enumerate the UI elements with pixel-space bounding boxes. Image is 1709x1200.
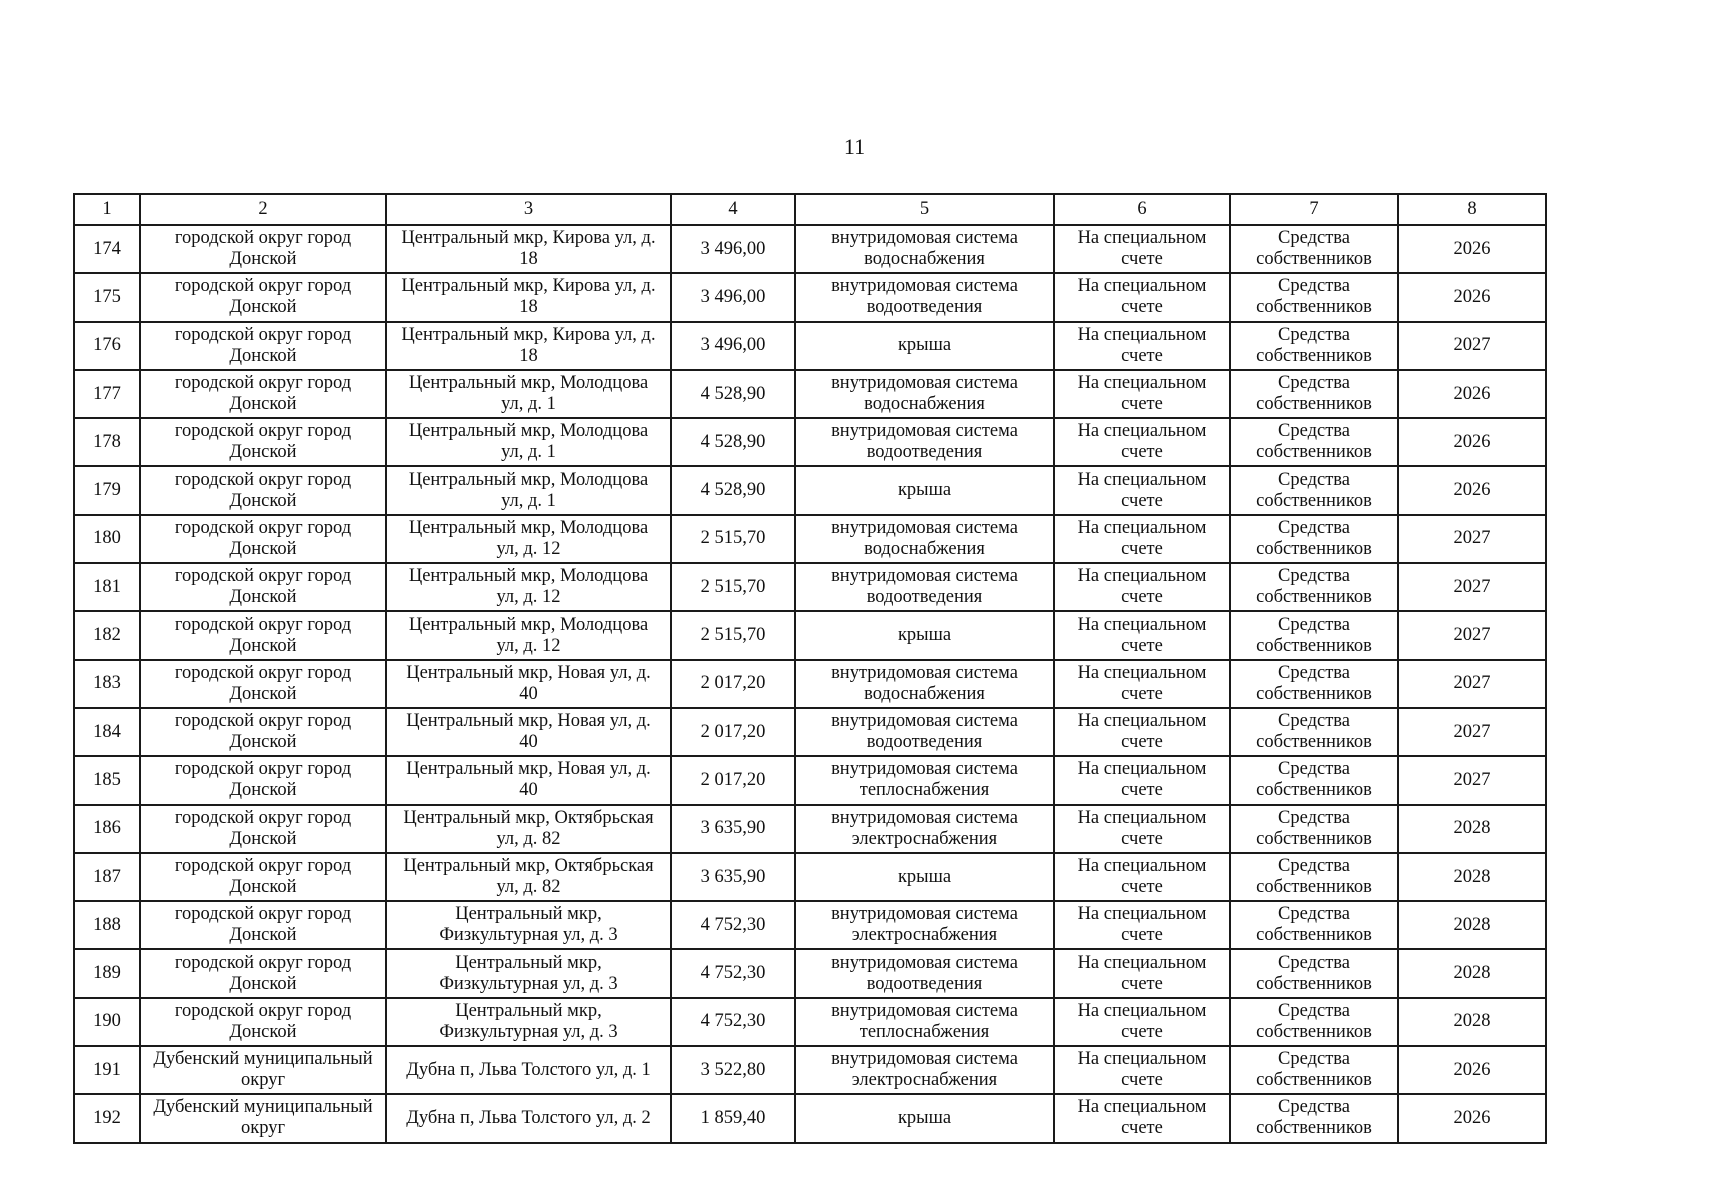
building-system-cell: внутридомовая система водоснабжения (795, 515, 1054, 563)
fund-account-cell: На специальном счете (1054, 1094, 1230, 1142)
planned-year-cell: 2028 (1398, 853, 1546, 901)
municipality-cell: городской округ город Донской (140, 563, 386, 611)
fund-account-cell: На специальном счете (1054, 515, 1230, 563)
row-number-cell: 177 (74, 370, 140, 418)
address-cell: Центральный мкр, Физкультурная ул, д. 3 (386, 998, 671, 1046)
building-system-cell: внутридомовая система теплоснабжения (795, 998, 1054, 1046)
municipality-cell: городской округ город Донской (140, 418, 386, 466)
table-row (74, 998, 1546, 1046)
planned-year-cell: 2026 (1398, 1094, 1546, 1142)
address-cell: Центральный мкр, Молодцова ул, д. 12 (386, 611, 671, 659)
planned-year-cell: 2026 (1398, 225, 1546, 273)
municipality-cell: городской округ город Донской (140, 515, 386, 563)
address-cell: Центральный мкр, Новая ул, д. 40 (386, 708, 671, 756)
planned-year-cell: 2027 (1398, 611, 1546, 659)
column-number-7: 7 (1230, 194, 1398, 225)
planned-year-cell: 2027 (1398, 563, 1546, 611)
table-row (74, 515, 1546, 563)
area-cell: 2 017,20 (671, 708, 795, 756)
municipality-cell: городской округ город Донской (140, 708, 386, 756)
fund-account-cell: На специальном счете (1054, 756, 1230, 804)
planned-year-cell: 2027 (1398, 515, 1546, 563)
building-system-cell: крыша (795, 611, 1054, 659)
fund-account-cell: На специальном счете (1054, 273, 1230, 321)
row-number-cell: 188 (74, 901, 140, 949)
table-row (74, 418, 1546, 466)
area-cell: 3 635,90 (671, 805, 795, 853)
building-system-cell: внутридомовая система водоотведения (795, 949, 1054, 997)
funding-source-cell: Средства собственников (1230, 322, 1398, 370)
row-number-cell: 185 (74, 756, 140, 804)
funding-source-cell: Средства собственников (1230, 273, 1398, 321)
building-system-cell: крыша (795, 853, 1054, 901)
area-cell: 1 859,40 (671, 1094, 795, 1142)
table-row (74, 1094, 1546, 1142)
area-cell: 3 522,80 (671, 1046, 795, 1094)
table-row (74, 756, 1546, 804)
funding-source-cell: Средства собственников (1230, 1046, 1398, 1094)
fund-account-cell: На специальном счете (1054, 1046, 1230, 1094)
fund-account-cell: На специальном счете (1054, 805, 1230, 853)
column-number-4: 4 (671, 194, 795, 225)
address-cell: Центральный мкр, Новая ул, д. 40 (386, 660, 671, 708)
funding-source-cell: Средства собственников (1230, 805, 1398, 853)
planned-year-cell: 2026 (1398, 466, 1546, 514)
row-number-cell: 190 (74, 998, 140, 1046)
row-number-cell: 192 (74, 1094, 140, 1142)
table-row (74, 660, 1546, 708)
row-number-cell: 184 (74, 708, 140, 756)
area-cell: 4 528,90 (671, 370, 795, 418)
planned-year-cell: 2027 (1398, 322, 1546, 370)
column-number-1: 1 (74, 194, 140, 225)
table-row (74, 611, 1546, 659)
row-number-cell: 179 (74, 466, 140, 514)
table-row (74, 805, 1546, 853)
area-cell: 2 017,20 (671, 756, 795, 804)
address-cell: Центральный мкр, Молодцова ул, д. 1 (386, 466, 671, 514)
area-cell: 3 635,90 (671, 853, 795, 901)
funding-source-cell: Средства собственников (1230, 708, 1398, 756)
fund-account-cell: На специальном счете (1054, 466, 1230, 514)
building-system-cell: внутридомовая система водоснабжения (795, 660, 1054, 708)
area-cell: 3 496,00 (671, 273, 795, 321)
funding-source-cell: Средства собственников (1230, 901, 1398, 949)
column-number-8: 8 (1398, 194, 1546, 225)
municipality-cell: городской округ город Донской (140, 660, 386, 708)
fund-account-cell: На специальном счете (1054, 563, 1230, 611)
building-system-cell: внутридомовая система водоотведения (795, 563, 1054, 611)
municipality-cell: городской округ город Донской (140, 949, 386, 997)
area-cell: 4 528,90 (671, 418, 795, 466)
fund-account-cell: На специальном счете (1054, 853, 1230, 901)
fund-account-cell: На специальном счете (1054, 322, 1230, 370)
fund-account-cell: На специальном счете (1054, 611, 1230, 659)
planned-year-cell: 2027 (1398, 660, 1546, 708)
funding-source-cell: Средства собственников (1230, 1094, 1398, 1142)
municipality-cell: городской округ город Донской (140, 805, 386, 853)
funding-source-cell: Средства собственников (1230, 370, 1398, 418)
building-system-cell: внутридомовая система электроснабжения (795, 901, 1054, 949)
fund-account-cell: На специальном счете (1054, 660, 1230, 708)
funding-source-cell: Средства собственников (1230, 756, 1398, 804)
municipality-cell: городской округ город Донской (140, 998, 386, 1046)
fund-account-cell: На специальном счете (1054, 225, 1230, 273)
building-system-cell: внутридомовая система водоотведения (795, 418, 1054, 466)
planned-year-cell: 2028 (1398, 998, 1546, 1046)
funding-source-cell: Средства собственников (1230, 563, 1398, 611)
table-row (74, 225, 1546, 273)
fund-account-cell: На специальном счете (1054, 370, 1230, 418)
address-cell: Центральный мкр, Кирова ул, д. 18 (386, 322, 671, 370)
area-cell: 3 496,00 (671, 322, 795, 370)
area-cell: 2 515,70 (671, 611, 795, 659)
row-number-cell: 191 (74, 1046, 140, 1094)
column-number-row (74, 194, 1546, 225)
area-cell: 2 515,70 (671, 515, 795, 563)
row-number-cell: 187 (74, 853, 140, 901)
building-system-cell: внутридомовая система водоснабжения (795, 370, 1054, 418)
address-cell: Центральный мкр, Молодцова ул, д. 1 (386, 370, 671, 418)
table-row (74, 901, 1546, 949)
row-number-cell: 181 (74, 563, 140, 611)
funding-source-cell: Средства собственников (1230, 660, 1398, 708)
municipality-cell: городской округ город Донской (140, 273, 386, 321)
municipality-cell: городской округ город Донской (140, 466, 386, 514)
row-number-cell: 183 (74, 660, 140, 708)
planned-year-cell: 2026 (1398, 370, 1546, 418)
area-cell: 3 496,00 (671, 225, 795, 273)
funding-source-cell: Средства собственников (1230, 418, 1398, 466)
row-number-cell: 175 (74, 273, 140, 321)
building-system-cell: крыша (795, 1094, 1054, 1142)
address-cell: Центральный мкр, Октябрьская ул, д. 82 (386, 805, 671, 853)
table-row (74, 273, 1546, 321)
planned-year-cell: 2027 (1398, 708, 1546, 756)
area-cell: 2 017,20 (671, 660, 795, 708)
municipality-cell: Дубенский муниципальный округ (140, 1046, 386, 1094)
fund-account-cell: На специальном счете (1054, 418, 1230, 466)
planned-year-cell: 2027 (1398, 756, 1546, 804)
address-cell: Центральный мкр, Молодцова ул, д. 12 (386, 515, 671, 563)
planned-year-cell: 2028 (1398, 949, 1546, 997)
column-number-6: 6 (1054, 194, 1230, 225)
page-number: 11 (843, 134, 866, 159)
building-system-cell: внутридомовая система водоснабжения (795, 225, 1054, 273)
address-cell: Дубна п, Льва Толстого ул, д. 1 (386, 1046, 671, 1094)
table-row (74, 853, 1546, 901)
table-row (74, 708, 1546, 756)
repair-schedule-table (73, 193, 1547, 1144)
row-number-cell: 186 (74, 805, 140, 853)
funding-source-cell: Средства собственников (1230, 949, 1398, 997)
fund-account-cell: На специальном счете (1054, 901, 1230, 949)
address-cell: Центральный мкр, Новая ул, д. 40 (386, 756, 671, 804)
building-system-cell: крыша (795, 322, 1054, 370)
table-body (74, 225, 1546, 1143)
table-row (74, 563, 1546, 611)
municipality-cell: городской округ город Донской (140, 853, 386, 901)
table-row (74, 949, 1546, 997)
municipality-cell: Дубенский муниципальный округ (140, 1094, 386, 1142)
funding-source-cell: Средства собственников (1230, 515, 1398, 563)
planned-year-cell: 2028 (1398, 805, 1546, 853)
planned-year-cell: 2026 (1398, 1046, 1546, 1094)
area-cell: 4 752,30 (671, 901, 795, 949)
column-number-2: 2 (140, 194, 386, 225)
column-number-3: 3 (386, 194, 671, 225)
row-number-cell: 189 (74, 949, 140, 997)
funding-source-cell: Средства собственников (1230, 611, 1398, 659)
area-cell: 4 528,90 (671, 466, 795, 514)
column-number-5: 5 (795, 194, 1054, 225)
building-system-cell: внутридомовая система теплоснабжения (795, 756, 1054, 804)
municipality-cell: городской округ город Донской (140, 225, 386, 273)
fund-account-cell: На специальном счете (1054, 998, 1230, 1046)
building-system-cell: внутридомовая система электроснабжения (795, 805, 1054, 853)
row-number-cell: 174 (74, 225, 140, 273)
table-row (74, 322, 1546, 370)
address-cell: Центральный мкр, Кирова ул, д. 18 (386, 225, 671, 273)
fund-account-cell: На специальном счете (1054, 708, 1230, 756)
fund-account-cell: На специальном счете (1054, 949, 1230, 997)
municipality-cell: городской округ город Донской (140, 322, 386, 370)
planned-year-cell: 2026 (1398, 273, 1546, 321)
area-cell: 4 752,30 (671, 949, 795, 997)
table-row (74, 1046, 1546, 1094)
row-number-cell: 182 (74, 611, 140, 659)
address-cell: Центральный мкр, Физкультурная ул, д. 3 (386, 901, 671, 949)
municipality-cell: городской округ город Донской (140, 370, 386, 418)
municipality-cell: городской округ город Донской (140, 756, 386, 804)
municipality-cell: городской округ город Донской (140, 611, 386, 659)
funding-source-cell: Средства собственников (1230, 466, 1398, 514)
address-cell: Центральный мкр, Физкультурная ул, д. 3 (386, 949, 671, 997)
funding-source-cell: Средства собственников (1230, 998, 1398, 1046)
building-system-cell: внутридомовая система водоотведения (795, 708, 1054, 756)
table-row (74, 466, 1546, 514)
building-system-cell: внутридомовая система электроснабжения (795, 1046, 1054, 1094)
planned-year-cell: 2026 (1398, 418, 1546, 466)
funding-source-cell: Средства собственников (1230, 853, 1398, 901)
area-cell: 4 752,30 (671, 998, 795, 1046)
area-cell: 2 515,70 (671, 563, 795, 611)
address-cell: Центральный мкр, Октябрьская ул, д. 82 (386, 853, 671, 901)
address-cell: Центральный мкр, Молодцова ул, д. 12 (386, 563, 671, 611)
row-number-cell: 178 (74, 418, 140, 466)
building-system-cell: крыша (795, 466, 1054, 514)
row-number-cell: 180 (74, 515, 140, 563)
address-cell: Центральный мкр, Кирова ул, д. 18 (386, 273, 671, 321)
table-row (74, 370, 1546, 418)
funding-source-cell: Средства собственников (1230, 225, 1398, 273)
building-system-cell: внутридомовая система водоотведения (795, 273, 1054, 321)
address-cell: Дубна п, Льва Толстого ул, д. 2 (386, 1094, 671, 1142)
planned-year-cell: 2028 (1398, 901, 1546, 949)
row-number-cell: 176 (74, 322, 140, 370)
municipality-cell: городской округ город Донской (140, 901, 386, 949)
address-cell: Центральный мкр, Молодцова ул, д. 1 (386, 418, 671, 466)
